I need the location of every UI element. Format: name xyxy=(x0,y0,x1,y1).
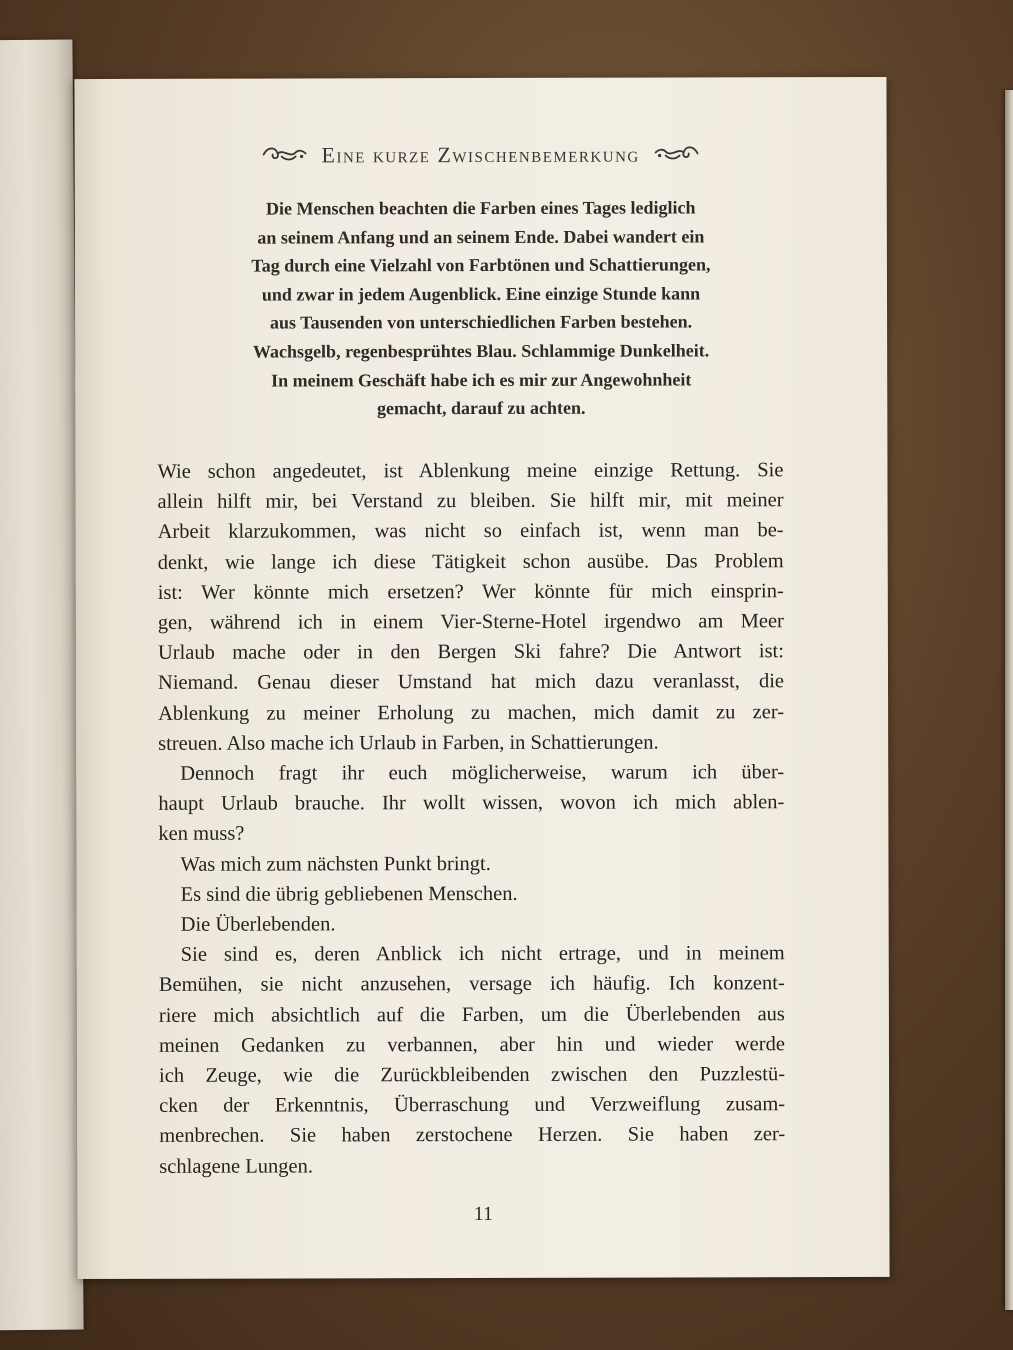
text-line: cken der Erkenntnis, Überraschung und Verzweiflung zusam- xyxy=(159,1093,786,1118)
intro-line: aus Tausenden von unterschiedlichen Farben bestehen. xyxy=(269,311,693,333)
chapter-header xyxy=(75,141,887,169)
intro-line: Tag durch eine Vielzahl von Farbtönen und Schattierungen, xyxy=(251,254,711,276)
text-line: Dennoch fragt ihr euch möglicherweise, warum ich über- xyxy=(180,761,785,785)
text-line: Was mich zum nächsten Punkt bringt. xyxy=(180,852,491,876)
chapter-title: Eine kurze Zwischenbemerkung xyxy=(321,141,640,168)
flourish-right-icon xyxy=(654,143,700,166)
text-line: ist: Wer könnte mich ersetzen? Wer könnte für mich einsprin- xyxy=(157,580,784,604)
intro-line: Wachsgelb, regenbesprühtes Blau. Schlammige Dunkelheit. xyxy=(253,340,710,362)
book-page xyxy=(74,77,889,1279)
text-line: Urlaub mache oder in den Bergen Ski fahre? Die Antwort ist: xyxy=(157,640,784,665)
page-number: 11 xyxy=(473,1202,494,1226)
intro-line: an seinem Anfang und an seinem Ende. Dabei wandert ein xyxy=(257,226,705,248)
text-line: ich Zeuge, wie die Zurückbleibenden zwischen den Puzzlestü- xyxy=(159,1063,786,1087)
body-text xyxy=(157,455,785,1182)
text-line: Ablenkung zu meiner Erholung zu machen, mich damit zu zer- xyxy=(158,700,785,725)
text-line: allein hilft mir, bei Verstand zu bleiben. Sie hilft mir, mit meiner xyxy=(157,489,784,514)
text-line: Bemühen, sie nicht anzusehen, versage ich häufig. Ich konzent- xyxy=(158,972,785,997)
flourish-left-icon xyxy=(261,144,307,167)
text-line: meinen Gedanken zu verbannen, aber hin und wieder werde xyxy=(158,1033,785,1057)
text-line: streuen. Also mache ich Urlaub in Farben, in Schattierungen. xyxy=(158,731,659,755)
text-line: Niemand. Genau dieser Umstand hat mich dazu veranlasst, die xyxy=(157,670,785,695)
text-line: Die Überlebenden. xyxy=(180,913,336,936)
text-line: Arbeit klarzukommen, was nicht so einfach ist, wenn man be- xyxy=(157,519,784,544)
intro-line: gemacht, darauf zu achten. xyxy=(377,397,586,419)
text-line: gen, während ich in einem Vier-Sterne-Hotel irgendwo am Meer xyxy=(157,610,784,634)
text-line: ken muss? xyxy=(158,823,245,846)
text-line: Es sind die übrig gebliebenen Menschen. xyxy=(180,882,518,906)
intro-line: und zwar in jedem Augenblick. Eine einzige Stunde kann xyxy=(261,283,701,305)
intro-line: Die Menschen beachten die Farben eines Tages lediglich xyxy=(265,197,696,219)
text-line: Sie sind es, deren Anblick ich nicht ertrage, und in meinem xyxy=(180,942,785,967)
intro-paragraph xyxy=(135,193,828,424)
text-line: menbrechen. Sie haben zerstochene Herzen. Sie haben zer- xyxy=(159,1123,786,1148)
text-line: haupt Urlaub brauche. Ihr wollt wissen, wovon ich mich ablen- xyxy=(158,791,785,816)
text-line: Wie schon angedeutet, ist Ablenkung meine einzige Rettung. Sie xyxy=(157,459,784,483)
text-line: riere mich absichtlich auf die Farben, um die Überlebenden aus xyxy=(158,1002,785,1027)
left-page-edge xyxy=(0,40,84,1331)
intro-line: In meinem Geschäft habe ich es mir zur Angewohnheit xyxy=(271,369,692,391)
text-line: schlagene Lungen. xyxy=(159,1155,314,1178)
text-line: denkt, wie lange ich diese Tätigkeit schon ausübe. Das Problem xyxy=(157,549,784,574)
next-page-edge xyxy=(1005,90,1013,1310)
